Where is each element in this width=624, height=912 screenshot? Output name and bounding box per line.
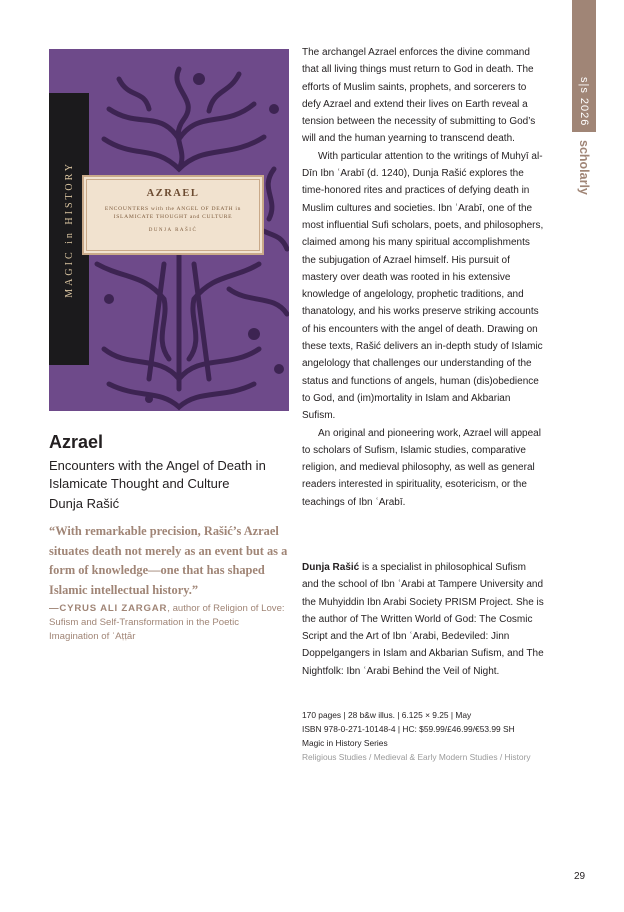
section-label: scholarly [577,140,591,195]
cover-title-plate [82,175,264,255]
book-author: Dunja Rašić [49,496,120,511]
author-bio [302,559,545,680]
book-description [302,44,545,511]
cover-title: AZRAEL [146,188,200,199]
endorser-name: —CYRUS ALI ZARGAR [49,603,168,614]
series-strip-text: MAGIC in HISTORY [63,160,75,298]
book-metadata [302,708,545,764]
cover-author: DUNJA RAŠIĆ [148,228,198,233]
bio-text: is a specialist in philosophical Sufism and the school of Ibn ʿArabi at Tampere University and the Muhyiddin Ibn Arabi Society PRISM Project. She is the author of The Written World of God: The Cosmic Script and the Art of Ibn ʿArabi, Bedeviled: Jinn Doppelgangers in Islam and Akbarian Sufism, and The Nightfolk: Ibn ʿArabi Behind the Veil of Night. [302,562,544,677]
description-paragraph-2: With particular attention to the writings of Muhyī al-Dīn Ibn ʿArabī (d. 1240), Dunja Rašić explores the time-honored rites and practices of defying death in Muslim cultures and societies. Ibn ʿArabī, one of the most influential Sufi scholars, poets, and philosophers, claimed among his many spiritual accomplishments the subjugation of Azrael himself. His pursuit of mastery over death was rooted in his extensive knowledge of angelology, prophetic traditions, and thanatology, and his works preserve striking accounts of his encounters with the angel of death. Drawing on these texts, Rašić delivers an in-depth study of Islamic angelology that challenges our understanding of the status and functions of angels, human (dis)obedience to God, and (im)mortality in Islam and Akbarian Sufism. [302,150,544,422]
endorsement-attribution [49,602,289,644]
season-label: s|s 2026 [578,76,590,126]
bio-author-name: Dunja Rašić [302,562,360,573]
book-subtitle: Encounters with the Angel of Death in Islamicate Thought and Culture [49,458,266,491]
description-paragraph-3: An original and pioneering work, Azrael will appeal to scholars of Sufism, Islamic studies, comparative religion, and medieval philosophy, as well as general readers interested in spirituality, esotericism, or the teachings of Ibn ʿArabī. [302,427,541,508]
description-paragraph-1: The archangel Azrael enforces the divine command that all living things must return to God in death. The efforts of Muslim saints, prophets, and sorcerers to defy Azrael and extend their lives on Earth reveal a tension between the necessity of submitting to God’s will and the human yearning to transcend death. [302,47,536,145]
book-series: Magic in History Series [302,738,388,748]
book-categories: Religious Studies / Medieval & Early Modern Studies / History [302,752,531,762]
endorser-credit: , author of Religion of Love: Sufism and Self-Transformation in the Poetic Imagination of ʿAṭṭār [49,603,285,642]
book-title: Azrael [49,432,104,452]
book-isbn: ISBN 978-0-271-10148-4 | HC: $59.99/£46.99/€53.99 SH [302,724,515,734]
book-cover-image [49,49,289,411]
page-number: 29 [574,871,586,882]
book-specs: 170 pages | 28 b&w illus. | 6.125 × 9.25 | May [302,710,472,720]
cover-subtitle: ENCOUNTERS with the ANGEL OF DEATH in ISLAMICATE THOUGHT and CULTURE [104,206,242,220]
endorsement-quote: “With remarkable precision, Rašić’s Azrael situates death not merely as an event but as a form of knowledge—one that has shaped Islamic intellectual history.” [49,524,288,597]
